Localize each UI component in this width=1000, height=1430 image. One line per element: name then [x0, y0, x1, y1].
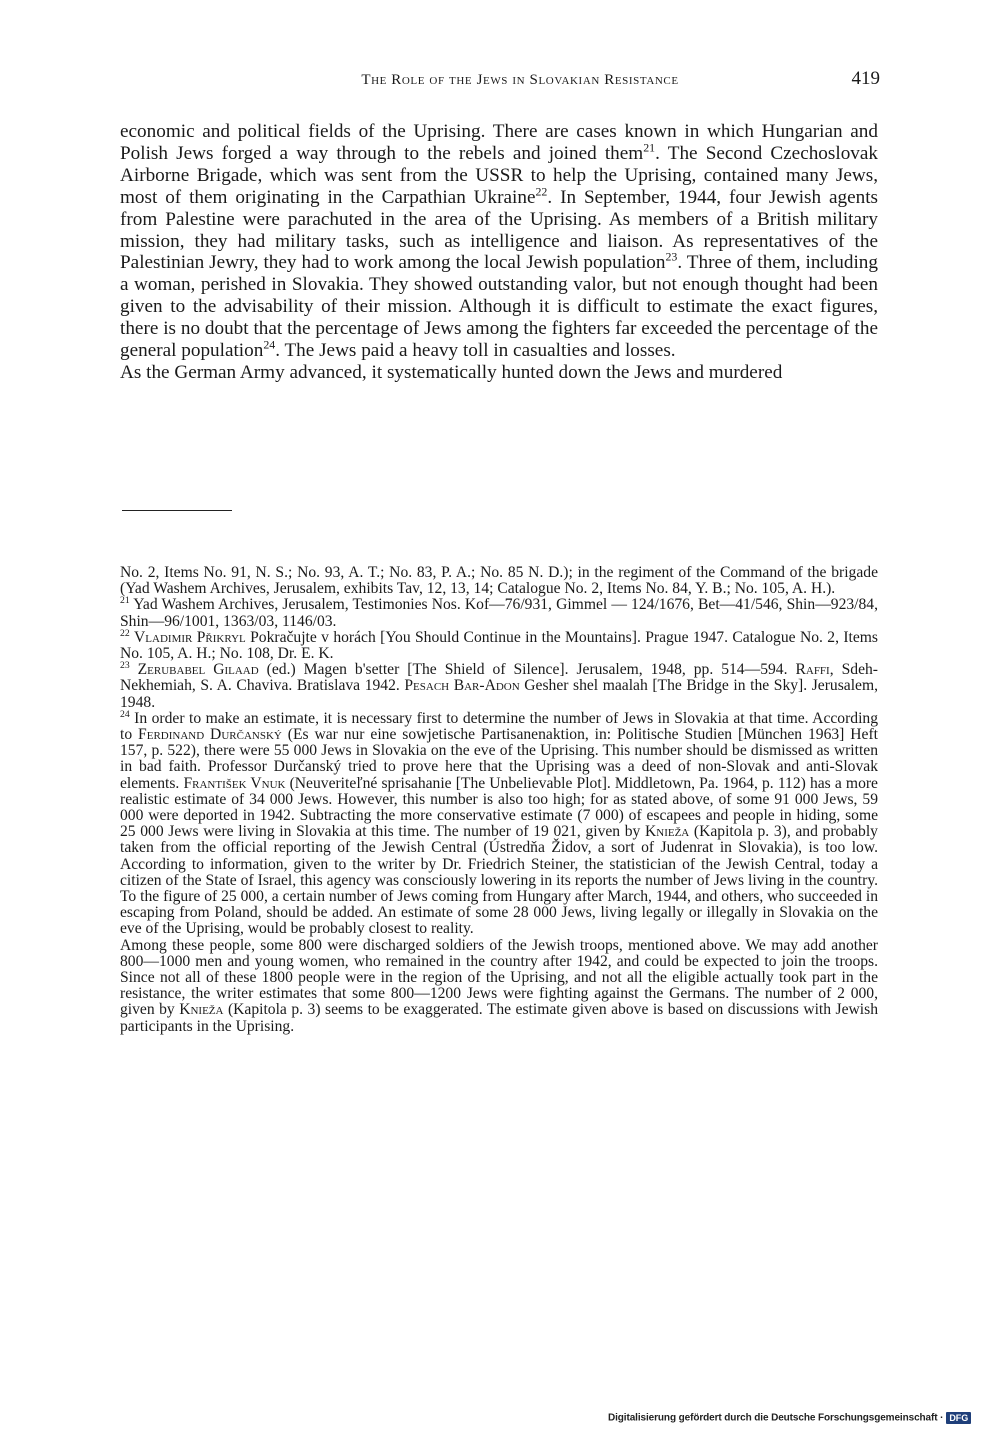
text-run: . The Jews paid a heavy toll in casualties and losses.: [275, 340, 676, 362]
footnote-text: Among these people, some 800 were discharged soldiers of the Jewish troops, mentioned above. We may add another 800—1000 men and young women, who remained in the country after 1942, and could be expected to join the troops. Since not all of these 1800 people were in the region of the Uprising, and not all the eligible actually took part in the resistance, the writer estimates that some 800—1200 Jews were fighting against the Germans. The number of 2 000, given by: [120, 936, 878, 1019]
footnote-text: (Neuveriteľné sprisahanie [The Unbelievable Plot]. Middletown, Pa. 1964, p. 112) has a more realistic estimate of 34 000 Jews. However, this number is also too high; for as stated above, of some 91 000 Jews, 59 000 were deported in 1942. Subtracting the more conservative estimate (7 000) of escapees and people in hiding, some 25 000 Jews were living in Slovakia at this time. The number of 19 021, given by: [120, 774, 878, 841]
author-name: Knieža: [645, 823, 690, 841]
digitization-footer: [608, 1412, 971, 1424]
footnote-text: (Kapitola p. 3), and probably taken from the official reporting of the Jewish Central (Ústredňa Židov, a sort of Judenrat in Slovakia), is too low. According to information, given to the writer by Dr. Friedrich Steiner, the statistician of the Jewish Central, today a citizen of the State of Israel, this agency was consciously lowering in its reports the number of Jews living in the country. To the figure of 25 000, a certain number of Jews coming from Hungary after March, 1944, and others, who succeeded in escaping from Poland, should be added. An estimate of some 28 000 Jews, living legally or illegally in Slovakia on the eve of the Uprising, would be probably closest to reality.: [120, 823, 879, 938]
footnote-22: [120, 627, 878, 663]
footnote-text: (Es war nur eine sowjetische Partisanenaktion, in: Politische Studien [München 1963] Heft 157, p. 522), there were 55 000 Jews in Slovakia on the eve of the Uprising. This number should be dismissed as written in bad faith. Professor Durčanský tried to prove here that the Uprising was a deed of non-Slovak and anti-Slovak elements.: [120, 726, 878, 792]
footnote-24-continued: [120, 938, 878, 1035]
footnote-text: Yad Washem Archives, Jerusalem, Testimonies Nos. Kof—76/931, Gimmel — 124/1676, Bet—41/546, Shin—923/84, Shin—96/1001, 1363/03, 1146/03.: [120, 596, 878, 630]
footer-text: Digitalisierung gefördert durch die Deutsche Forschungsgemeinschaft ·: [608, 1412, 944, 1424]
dfg-logo-icon: DFG: [946, 1412, 971, 1424]
text-run: economic and political fields of the Uprising. There are cases known in which Hungarian and Polish Jews forged a way through to the rebels and joined them: [120, 121, 878, 164]
text-run: . In September, 1944, four Jewish agents from Palestine were parachuted in the area of the Uprising. As members of a British military mission, they had military tasks, such as intelligence and liaison. As representatives of the Palestinian Jewry, they had to work among the local Jewish population: [120, 186, 878, 274]
author-name: Raffi: [795, 661, 830, 679]
footnote-text: In order to make an estimate, it is necessary first to determine the number of Jews in Slovakia at that time. According to: [120, 709, 878, 744]
footnote-text: , Sdeh-Nekhemiah, S. A. Chaviva. Bratislava 1942.: [120, 661, 878, 695]
footnote-number: 24: [120, 708, 130, 720]
footnote-ref-21[interactable]: 21: [643, 140, 656, 155]
running-title: The Role of the Jews in Slovakian Resistance: [361, 72, 679, 88]
author-name: Ferdinand Durčanský: [138, 726, 282, 744]
footnote-ref-23[interactable]: 23: [665, 250, 678, 265]
footnote-number: 21: [120, 595, 130, 607]
author-name: Pesach Bar-Adon: [404, 677, 520, 695]
footnote-ref-24[interactable]: 24: [263, 337, 276, 352]
page-number: 419: [851, 68, 880, 89]
footnote-ref-22[interactable]: 22: [535, 184, 548, 199]
author-name: Zerubabel Gilaad: [137, 661, 259, 679]
footnotes: [120, 565, 878, 1035]
footnote-number: 22: [120, 627, 130, 639]
footnote-number: 23: [120, 660, 130, 672]
author-name: František Vnuk: [183, 774, 286, 792]
paragraph: As the German Army advanced, it systematically hunted down the Jews and murdered: [120, 361, 783, 383]
text-run: . The Second Czechoslovak Airborne Brigade, which was sent from the USSR to help the Uprising, contained many Jews, most of them originating in the Carpathian Ukraine: [120, 142, 878, 208]
footnote-text: (ed.) Magen b'setter [The Shield of Silence]. Jerusalem, 1948, pp. 514—594.: [258, 661, 796, 679]
footnote-23: [120, 662, 878, 711]
footnote-21: [120, 597, 878, 629]
footnote-text: Gesher shel maalah [The Bridge in the Sky]. Jerusalem, 1948.: [120, 677, 878, 711]
paragraph: [120, 121, 878, 362]
author-name: Knieža: [179, 1001, 224, 1019]
footnote-text: (Kapitola p. 3) seems to be exaggerated. The estimate given above is based on discussions with Jewish participants in the Uprising.: [120, 1001, 878, 1035]
main-text: [120, 121, 878, 384]
author-name: Vladimir Přikryl: [134, 628, 246, 646]
footnote-text: Pokračujte v horách [You Should Continue in the Mountains]. Prague 1947. Catalogue No. 2, Items No. 105, A. H.; No. 108, Dr. E. K.: [120, 628, 878, 663]
footnote-24: [120, 708, 879, 938]
running-head: [120, 68, 880, 89]
footnote-separator: [122, 510, 232, 511]
text-run: . Three of them, including a woman, perished in Slovakia. They showed outstanding valor, but not enough thought had been given to the advisability of their mission. Although it is difficult to estimate the exact figures, there is no doubt that the percentage of Jews among the fighters far exceeded the percentage of the general population: [120, 252, 878, 362]
footnote-continuation: No. 2, Items No. 91, N. S.; No. 93, A. T.; No. 83, P. A.; No. 85 N. D.); in the regiment of the Command of the brigade (Yad Washem Archives, Jerusalem, exhibits Tav, 12, 13, 14; Catalogue No. 2, Items No. 84, Y. B.; No. 105, A. H.).: [120, 564, 878, 598]
